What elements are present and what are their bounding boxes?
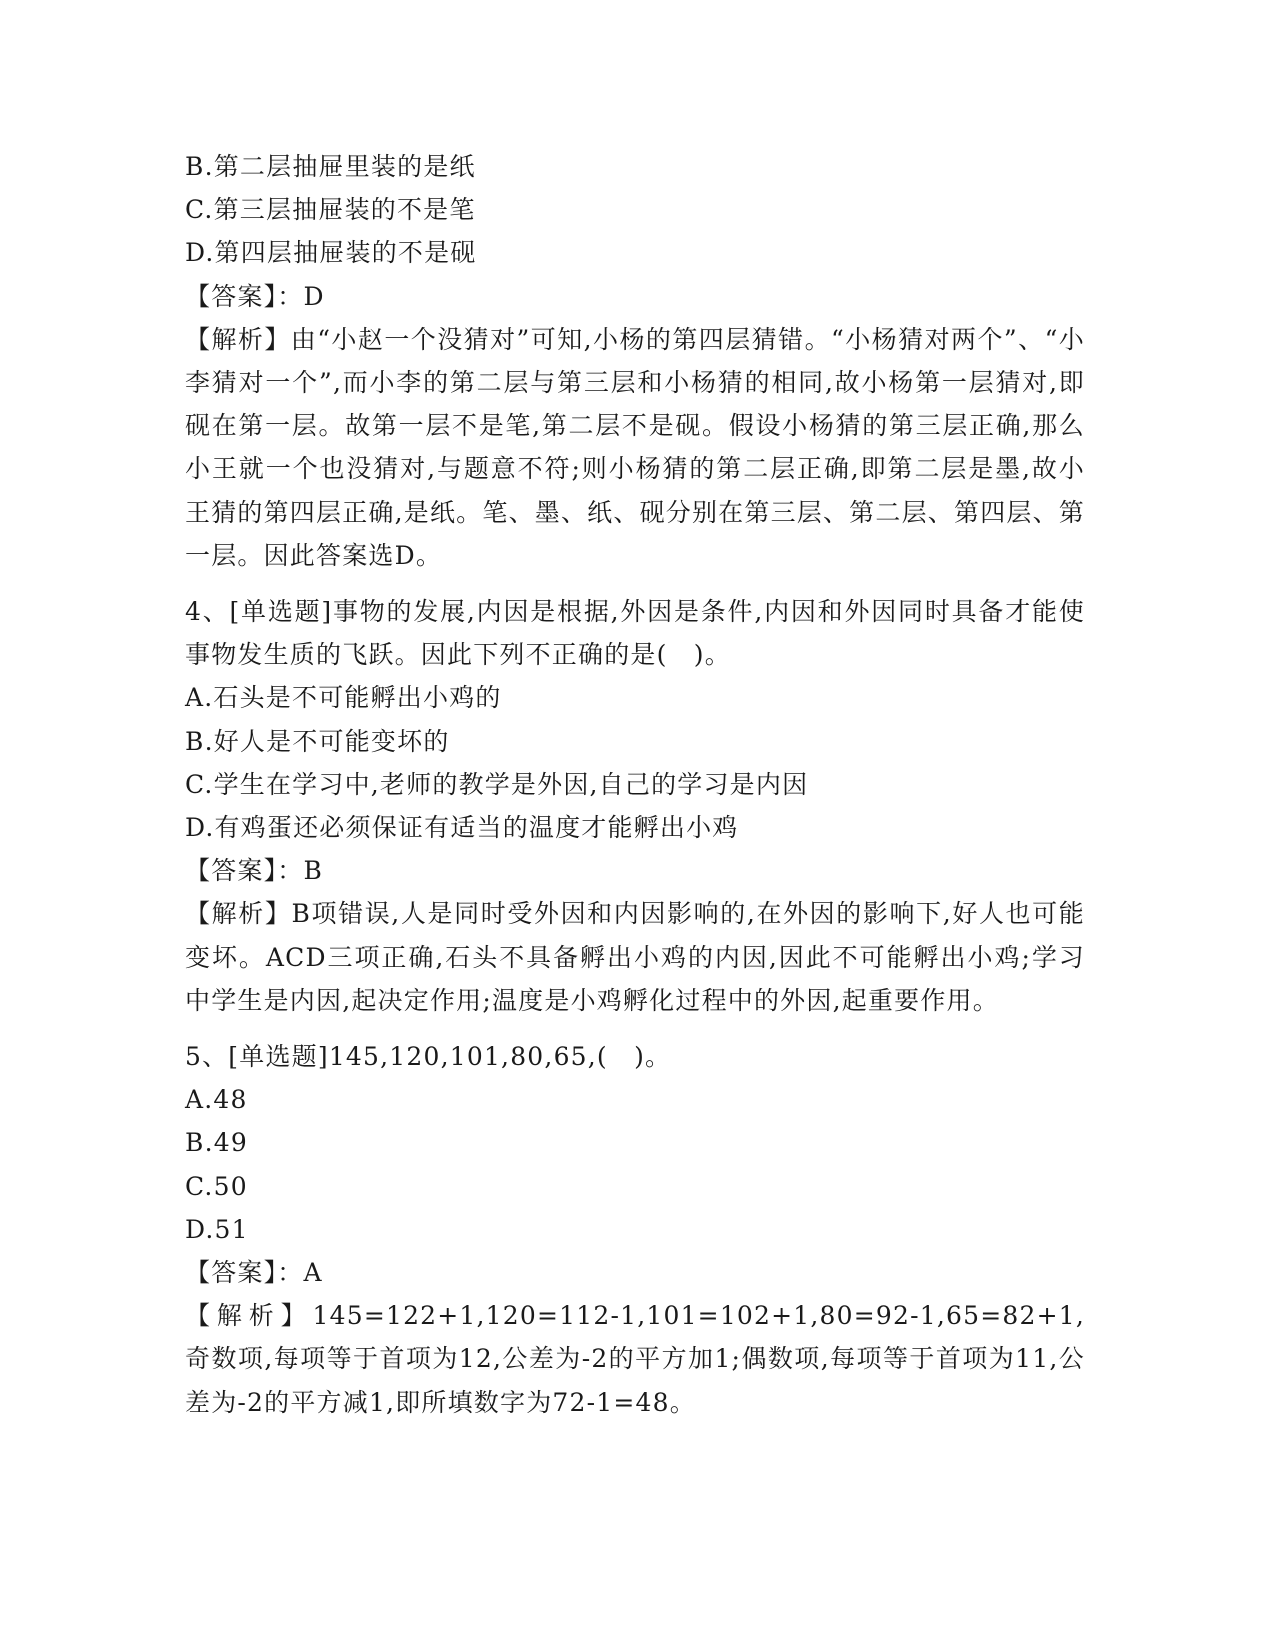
answer: 【答案】：A xyxy=(185,1258,323,1288)
option-b: B.好人是不可能变坏的 xyxy=(185,726,450,756)
analysis: 【解析】由“小赵一个没猜对”可知,小杨的第四层猜错。“小杨猜对两个”、“小李猜对一个”,而小李的第二层与第三层和小杨猜的相同,故小杨第一层猜对,即砚在第一层。故第一层不是笔,第二层不是砚。假设小杨猜的第三层正确,那么小王就一个也没猜对,与题意不符;则小杨猜的第二层正确,即第二层是墨,故小王猜的第四层正确,是纸。笔、墨、纸、砚分别在第三层、第二层、第四层、第一层。因此答案选D。 xyxy=(185,324,1085,570)
option-c: C.第三层抽屉装的不是笔 xyxy=(185,195,476,225)
question-stem: 5、[单选题]145,120,101,80,65,( )。 xyxy=(185,1042,672,1072)
option-a: A.石头是不可能孵出小鸡的 xyxy=(185,683,502,713)
answer: 【答案】：B xyxy=(185,856,324,886)
option-c: C.50 xyxy=(185,1171,248,1201)
question-4 xyxy=(185,590,1085,1022)
option-d: D.51 xyxy=(185,1214,249,1244)
option-a: A.48 xyxy=(185,1085,248,1115)
question-5 xyxy=(185,1035,1085,1424)
analysis: 【解析】145=122+1,120=112-1,101=102+1,80=92-1,65=82+1,奇数项,每项等于首项为12,公差为-2的平方加1;偶数项,每项等于首项为11,公差为-2的平方减1,即所填数字为72-1=48。 xyxy=(185,1301,1085,1417)
answer: 【答案】：D xyxy=(185,281,325,311)
option-b: B.第二层抽屉里装的是纸 xyxy=(185,152,476,181)
question-3-tail xyxy=(185,145,1085,577)
option-d: D.有鸡蛋还必须保证有适当的温度才能孵出小鸡 xyxy=(185,813,739,843)
option-c: C.学生在学习中,老师的教学是外因,自己的学习是内因 xyxy=(185,769,809,799)
document-body xyxy=(185,145,1085,1424)
option-b: B.49 xyxy=(185,1128,248,1158)
option-d: D.第四层抽屉装的不是砚 xyxy=(185,238,477,268)
analysis: 【解析】B项错误,人是同时受外因和内因影响的,在外因的影响下,好人也可能变坏。ACD三项正确,石头不具备孵出小鸡的内因,因此不可能孵出小鸡;学习中学生是内因,起决定作用;温度是小鸡孵化过程中的外因,起重要作用。 xyxy=(185,899,1085,1015)
question-stem: 4、[单选题]事物的发展,内因是根据,外因是条件,内因和外因同时具备才能使事物发生质的飞跃。因此下列不正确的是( )。 xyxy=(185,597,1085,670)
